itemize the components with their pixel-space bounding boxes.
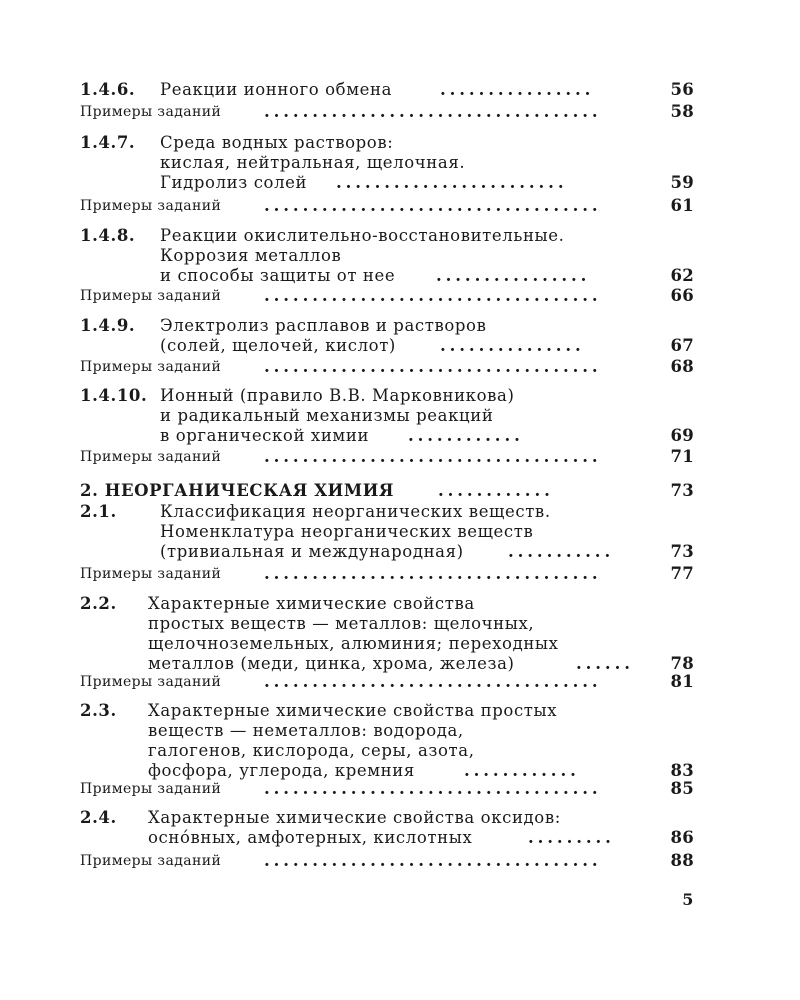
page-number: 58	[670, 102, 694, 121]
dot-leader: ...................................	[264, 672, 602, 691]
dot-leader: ...................................	[264, 851, 602, 870]
examples-label: Примеры заданий	[80, 359, 222, 375]
examples-label: Примеры заданий	[80, 198, 222, 214]
leader	[256, 564, 694, 584]
section-number: 1.4.8.	[80, 226, 136, 245]
dot-leader: ...................................	[264, 357, 602, 376]
toc-examples-77[interactable]	[80, 564, 694, 584]
section-title-line-1: Характерные химические свойства оксидов:	[148, 808, 561, 827]
page-number: 56	[670, 80, 694, 99]
dot-leader: ...........	[508, 542, 615, 561]
section-title-line-2: и радикальный механизмы реакций	[160, 406, 494, 425]
section-title-line-2: кислая, нейтральная, щелочная.	[160, 153, 466, 172]
page-number: 83	[670, 761, 694, 780]
leader	[432, 80, 694, 100]
leader	[520, 828, 694, 848]
dot-leader: ...................................	[264, 196, 602, 215]
toc-entry-2-4[interactable]	[80, 808, 694, 848]
dot-leader: ...................................	[264, 564, 602, 583]
examples-label: Примеры заданий	[80, 674, 222, 690]
examples-label: Примеры заданий	[80, 781, 222, 797]
section-title-line-2: (солей, щелочей, кислот)	[160, 336, 396, 355]
dot-leader: ...................................	[264, 102, 602, 121]
toc-entry-2-1[interactable]	[80, 502, 694, 562]
leader	[432, 336, 694, 356]
chapter-title: 2. НЕОРГАНИЧЕСКАЯ ХИМИЯ	[80, 481, 395, 500]
page-number: 73	[670, 542, 694, 561]
leader	[500, 542, 694, 562]
leader	[568, 654, 694, 674]
toc-examples-66[interactable]	[80, 286, 694, 306]
section-title-line-4: металлов (меди, цинка, хрома, железа)	[148, 654, 515, 673]
folio-page-number: 5	[682, 890, 694, 909]
section-title-line-3: галогенов, кислорода, серы, азота,	[148, 741, 475, 760]
toc-entry-1-4-9[interactable]	[80, 316, 694, 356]
dot-leader: ........................	[336, 173, 568, 192]
leader	[256, 851, 694, 871]
page-number: 61	[670, 196, 694, 215]
section-title-line-2: веществ — неметаллов: водорода,	[148, 721, 464, 740]
leader	[256, 779, 694, 799]
section-title-line-3: в органической химии	[160, 426, 370, 445]
section-title-line-2: Коррозия металлов	[160, 246, 342, 265]
examples-label: Примеры заданий	[80, 449, 222, 465]
toc-examples-88[interactable]	[80, 851, 694, 871]
section-title-line-2: осно́вных, амфотерных, кислотных	[148, 828, 473, 847]
toc-entry-2-3[interactable]	[80, 701, 694, 781]
page-number: 59	[670, 173, 694, 192]
section-title-line-3: щелочноземельных, алюминия; переходных	[148, 634, 559, 653]
page-number: 85	[670, 779, 694, 798]
dot-leader: .........	[528, 828, 615, 847]
page-number: 68	[670, 357, 694, 376]
page-number: 66	[670, 286, 694, 305]
section-title-line-2: простых веществ — металлов: щелочных,	[148, 614, 535, 633]
dot-leader: ............	[408, 426, 524, 445]
toc-examples-61[interactable]	[80, 196, 694, 216]
section-title-line-1: Ионный (правило В.В. Марковникова)	[160, 386, 515, 405]
section-title-line-3: (тривиальная и международная)	[160, 542, 464, 561]
toc-entry-1-4-6[interactable]	[80, 80, 694, 100]
dot-leader: ............	[438, 481, 554, 500]
leader	[256, 357, 694, 377]
section-number: 1.4.6.	[80, 80, 136, 99]
toc-examples-85[interactable]	[80, 779, 694, 799]
leader	[328, 173, 694, 193]
section-title-line-1: Среда водных растворов:	[160, 133, 394, 152]
section-title-line-1: Электролиз расплавов и растворов	[160, 316, 487, 335]
dot-leader: ................	[440, 80, 595, 99]
section-title-line-3: и способы защиты от нее	[160, 266, 396, 285]
leader	[256, 286, 694, 306]
section-number: 2.4.	[80, 808, 117, 827]
section-title-line-3: Гидролиз солей	[160, 173, 308, 192]
dot-leader: ............	[464, 761, 580, 780]
section-number: 1.4.9.	[80, 316, 136, 335]
dot-leader: ...................................	[264, 779, 602, 798]
section-title-line-1: Реакции окислительно-восстановительные.	[160, 226, 565, 245]
toc-entry-1-4-7[interactable]	[80, 133, 694, 193]
toc-examples-58[interactable]	[80, 102, 694, 122]
toc-examples-81[interactable]	[80, 672, 694, 692]
dot-leader: ...................................	[264, 447, 602, 466]
toc-chapter-2[interactable]	[80, 481, 694, 501]
leader	[256, 672, 694, 692]
leader	[256, 196, 694, 216]
page-number: 73	[670, 481, 694, 500]
examples-label: Примеры заданий	[80, 566, 222, 582]
page-number: 77	[670, 564, 694, 583]
page-number: 81	[670, 672, 694, 691]
examples-label: Примеры заданий	[80, 853, 222, 869]
section-number: 1.4.10.	[80, 386, 148, 405]
section-title-line-1: Характерные химические свойства простых	[148, 701, 558, 720]
section-number: 2.1.	[80, 502, 117, 521]
toc-entry-1-4-10[interactable]	[80, 386, 694, 446]
section-title-line-2: Номенклатура неорганических веществ	[160, 522, 534, 541]
section-title-line-1: Классификация неорганических веществ.	[160, 502, 551, 521]
toc-examples-68[interactable]	[80, 357, 694, 377]
leader	[456, 761, 694, 781]
leader	[428, 266, 694, 286]
toc-entry-2-2[interactable]	[80, 594, 694, 674]
leader	[256, 447, 694, 467]
section-number: 2.2.	[80, 594, 117, 613]
page-number: 69	[670, 426, 694, 445]
leader	[430, 481, 694, 501]
leader	[400, 426, 694, 446]
page-number: 78	[670, 654, 694, 673]
toc-entry-1-4-8[interactable]	[80, 226, 694, 286]
page-number: 71	[670, 447, 694, 466]
dot-leader: ......	[576, 654, 634, 673]
section-title-line-4: фосфора, углерода, кремния	[148, 761, 415, 780]
dot-leader: ...............	[440, 336, 585, 355]
section-title-line-1: Характерные химические свойства	[148, 594, 475, 613]
section-number: 2.3.	[80, 701, 117, 720]
page-number: 67	[670, 336, 694, 355]
dot-leader: ................	[436, 266, 591, 285]
page-number: 86	[670, 828, 694, 847]
examples-label: Примеры заданий	[80, 104, 222, 120]
page-number: 62	[670, 266, 694, 285]
section-title: Реакции ионного обмена	[160, 80, 393, 99]
section-number: 1.4.7.	[80, 133, 136, 152]
toc-examples-71[interactable]	[80, 447, 694, 467]
dot-leader: ...................................	[264, 286, 602, 305]
page-number: 88	[670, 851, 694, 870]
leader	[256, 102, 694, 122]
examples-label: Примеры заданий	[80, 288, 222, 304]
